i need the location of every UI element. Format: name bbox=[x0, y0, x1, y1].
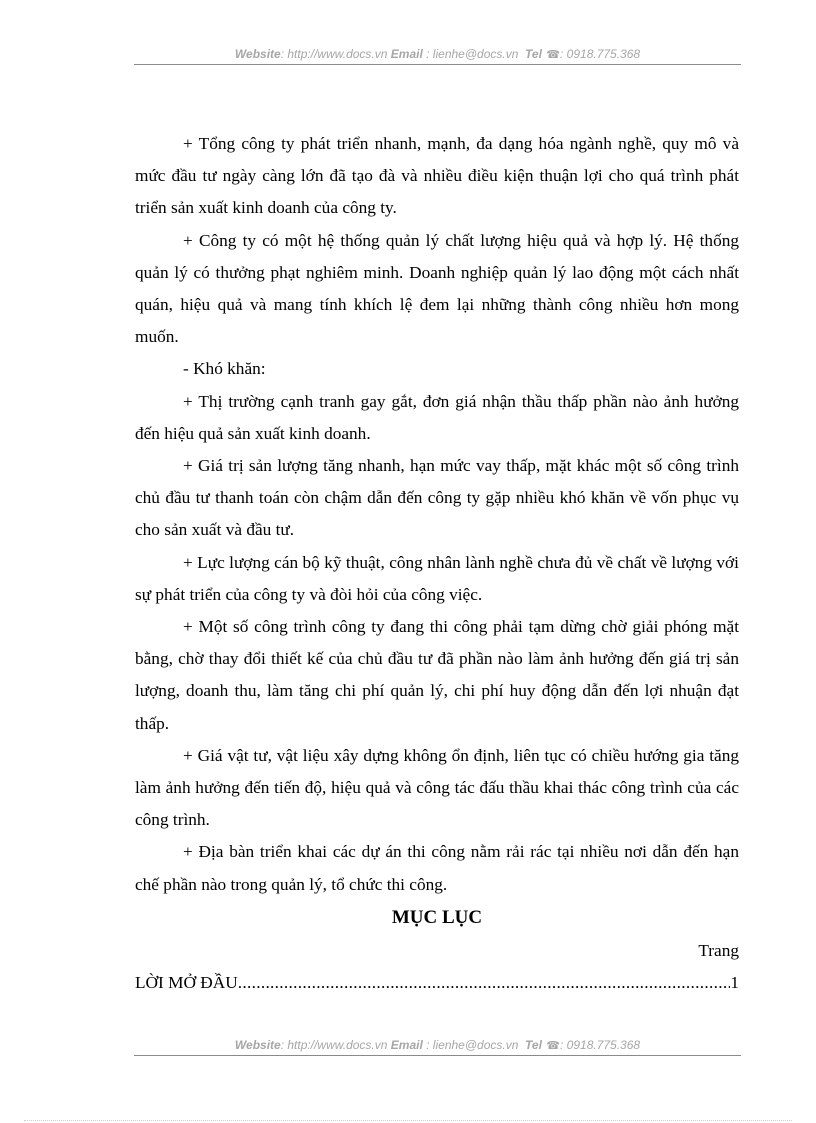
paragraph-difficulty-capital: + Giá trị sản lượng tăng nhanh, hạn mức vay thấp, mặt khác một số công trình chủ đầu tư thanh toán còn chậm dẫn đến công ty gặp nhiều khó khăn về vốn phục vụ cho sản xuất và đầu tư. bbox=[135, 456, 739, 540]
page-header bbox=[134, 47, 741, 65]
toc-entry-title: LỜI MỞ ĐẦU bbox=[135, 972, 238, 992]
paragraph-strength-quality: + Công ty có một hệ thống quản lý chất lượng hiệu quả và hợp lý. Hệ thống quản lý có thưởng phạt nghiêm minh. Doanh nghiệp quản lý lao động một cách nhất quán, hiệu quả và mang tính khích lệ đem lại những thành công nhiều hơn mong muốn. bbox=[135, 230, 739, 347]
paragraph-difficulty-dispersed-sites: + Địa bàn triển khai các dự án thi công nằm rải rác tại nhiều nơi dẫn đến hạn chế phần nào trong quản lý, tổ chức thi công. bbox=[135, 842, 739, 894]
page-footer bbox=[134, 1038, 741, 1056]
phone-icon: ☎ bbox=[546, 49, 560, 61]
footer-website-value: : http://www.docs.vn bbox=[280, 1038, 388, 1052]
tel-value: : 0918.775.368 bbox=[560, 47, 641, 61]
paragraph-difficulty-market: + Thị trường cạnh tranh gay gắt, đơn giá nhận thầu thấp phần nào ảnh hưởng đến hiệu quả sản xuất kinh doanh. bbox=[135, 391, 739, 443]
document-body bbox=[135, 128, 739, 999]
toc-entry-page: 1 bbox=[730, 972, 739, 992]
footer-tel-value: : 0918.775.368 bbox=[560, 1038, 641, 1052]
paragraph-difficulty-site-clearance: + Một số công trình công ty đang thi công phải tạm dừng chờ giải phóng mặt bằng, chờ thay đổi thiết kế của chủ đầu tư đã phần nào làm ảnh hưởng đến giá trị sản lượng, doanh thu, làm tăng chi phí quản lý, chi phí huy động dẫn đến lợi nhuận đạt thấp. bbox=[135, 617, 739, 733]
website-value: : http://www.docs.vn bbox=[280, 47, 388, 61]
email-value: : lienhe@docs.vn bbox=[426, 47, 519, 61]
toc-title: MỤC LỤC bbox=[391, 906, 483, 928]
footer-email-label: Email bbox=[390, 1038, 423, 1052]
email-label: Email bbox=[390, 47, 423, 61]
toc-page-label: Trang bbox=[698, 940, 739, 960]
footer-website-label: Website bbox=[234, 1038, 281, 1052]
toc-dot-leader bbox=[238, 967, 731, 999]
page-edge-dotted-line bbox=[24, 1120, 792, 1121]
footer-tel-label: Tel bbox=[525, 1038, 542, 1052]
paragraph-difficulty-workforce: + Lực lượng cán bộ kỹ thuật, công nhân lành nghề chưa đủ về chất về lượng với sự phát triển của công ty và đòi hỏi của công việc. bbox=[135, 552, 739, 604]
footer-email-value: : lienhe@docs.vn bbox=[426, 1038, 519, 1052]
tel-label: Tel bbox=[525, 47, 542, 61]
website-label: Website bbox=[234, 47, 281, 61]
paragraph-difficulties-heading: - Khó khăn: bbox=[183, 359, 266, 379]
paragraph-difficulty-material-prices: + Giá vật tư, vật liệu xây dựng không ổn định, liên tục có chiều hướng gia tăng làm ảnh hưởng đến tiến độ, hiệu quả và công tác đấu thầu khai thác công trình của các công trình. bbox=[135, 745, 739, 830]
toc-entry[interactable] bbox=[135, 967, 739, 999]
paragraph-strength-growth: + Tổng công ty phát triển nhanh, mạnh, đa dạng hóa ngành nghề, quy mô và mức đầu tư ngày càng lớn đã tạo đà và nhiều điều kiện thuận lợi cho quá trình phát triển sản xuất kinh doanh của công ty. bbox=[135, 134, 739, 218]
footer-phone-icon: ☎ bbox=[546, 1040, 560, 1052]
